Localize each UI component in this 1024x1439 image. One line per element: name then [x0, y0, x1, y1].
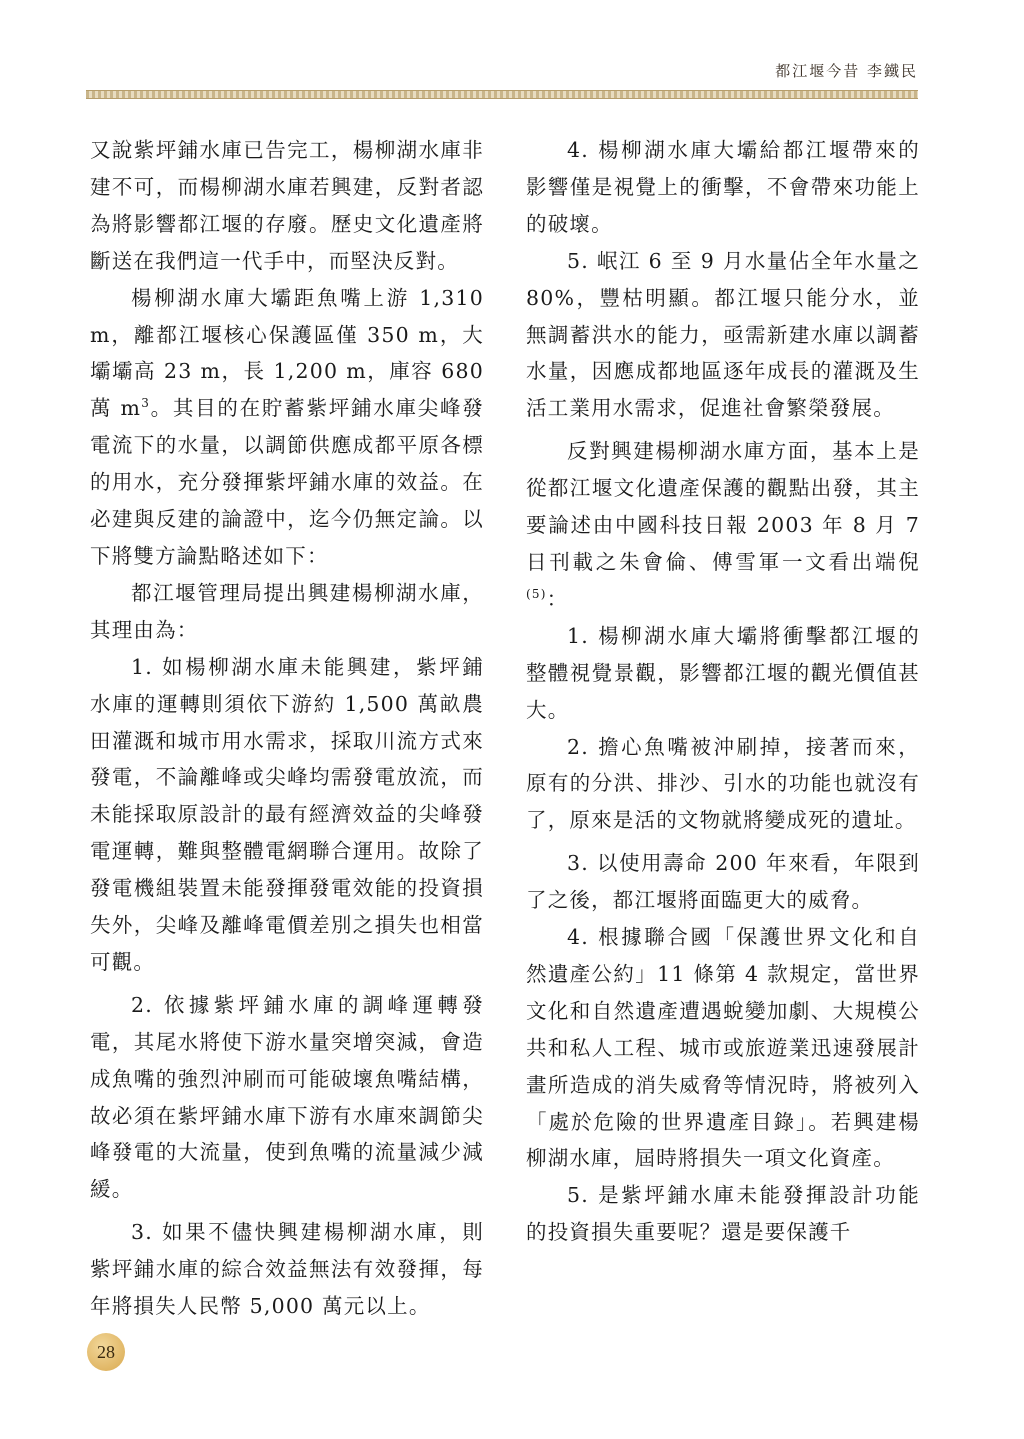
right-column — [526, 132, 920, 1251]
paragraph: 3. 以使用壽命 200 年來看，年限到了之後，都江堰將面臨更大的威脅。 — [526, 851, 920, 913]
paragraph: 4. 楊柳湖水庫大壩給都江堰帶來的影響僅是視覺上的衝擊，不會帶來功能上的破壞。 — [526, 138, 920, 236]
paragraph: 1. 楊柳湖水庫大壩將衝擊都江堰的整體視覺景觀，影響都江堰的觀光價值甚大。 — [526, 623, 920, 722]
paragraph: 1. 如楊柳湖水庫未能興建，紫坪鋪水庫的運轉則須依下游約 1,500 萬畝農田灌溉和城市用水需求，採取川流方式來發電，不論離峰或尖峰均需發電放流，而未能採取原設計的最有經濟效益的尖峰發電運轉，難與整體電網聯合運用。故除了發電機組裝置未能發揮發電效能的投資損失外，尖峰及離峰電價差別之損失也相當可觀。 — [90, 654, 484, 974]
paragraph: 4. 根據聯合國「保護世界文化和自然遺產公約」11 條第 4 款規定，當世界文化和自然遺產遭遇蛻變加劇、大規模公共和私人工程、城市或旅遊業迅速發展計畫所造成的消失威脅等情況時，將被列入「處於危險的世界遺產目錄」。若興建楊柳湖水庫，屆時將損失一項文化資產。 — [526, 925, 920, 1171]
text-run: ： — [546, 586, 569, 611]
paragraph — [90, 280, 484, 575]
left-column — [90, 132, 484, 1325]
page-number: 28 — [87, 1333, 125, 1371]
paragraph: 2. 依據紫坪鋪水庫的調峰運轉發電，其尾水將使下游水量突增突減，會造成魚嘴的強烈沖刷而可能破壞魚嘴結構，故必須在紫坪鋪水庫下游有水庫來調節尖峰發電的大流量，使到魚嘴的流量減少減緩。 — [90, 992, 484, 1202]
paragraph: 2. 擔心魚嘴被沖刷掉，接著而來，原有的分洪、排沙、引水的功能也就沒有了，原來是活的文物就將變成死的遺址。 — [526, 734, 920, 833]
paragraph: 5. 是紫坪鋪水庫未能發揮設計功能的投資損失重要呢？還是要保護千 — [526, 1183, 920, 1245]
running-title: 都江堰今昔 李鐵民 — [775, 62, 918, 80]
text-run: 楊柳湖水庫大壩距魚嘴上游 1,310 m，離都江堰核心保護區僅 350 m，大壩壩高 23 m，長 1,200 m，庫容 680 萬 m — [90, 285, 484, 421]
paragraph: 又說紫坪鋪水庫已告完工，楊柳湖水庫非建不可，而楊柳湖水庫若興建，反對者認為將影響都江堰的存廢。歷史文化遺產將斷送在我們這一代手中，而堅決反對。 — [90, 138, 484, 273]
text-run: 。其目的在貯蓄紫坪鋪水庫尖峰發電流下的水量，以調節供應成都平原各標的用水，充分發揮紫坪鋪水庫的效益。在必建與反建的論證中，迄今仍無定論。以下將雙方論點略述如下： — [90, 396, 484, 568]
paragraph: 3. 如果不儘快興建楊柳湖水庫，則紫坪鋪水庫的綜合效益無法有效發揮，每年將損失人民幣 5,000 萬元以上。 — [90, 1220, 484, 1319]
text-run: 反對興建楊柳湖水庫方面，基本上是從都江堰文化遺產保護的觀點出發，其主要論述由中國科技日報 2003 年 8 月 7 日刊載之朱會倫、傅雪軍一文看出端倪 — [526, 439, 920, 574]
paragraph — [526, 433, 920, 618]
page-header — [86, 52, 918, 98]
paragraph: 5. 岷江 6 至 9 月水量佔全年水量之 80%，豐枯明顯。都江堰只能分水，並無調蓄洪水的能力，亟需新建水庫以調蓄水量，因應成都地區逐年成長的灌溉及生活工業用水需求，促進社會繁榮發展。 — [526, 248, 920, 421]
citation-superscript: (5) — [526, 587, 547, 602]
header-ornament-rule — [86, 90, 918, 99]
paragraph: 都江堰管理局提出興建楊柳湖水庫，其理由為： — [90, 580, 484, 642]
superscript: 3 — [141, 396, 151, 411]
